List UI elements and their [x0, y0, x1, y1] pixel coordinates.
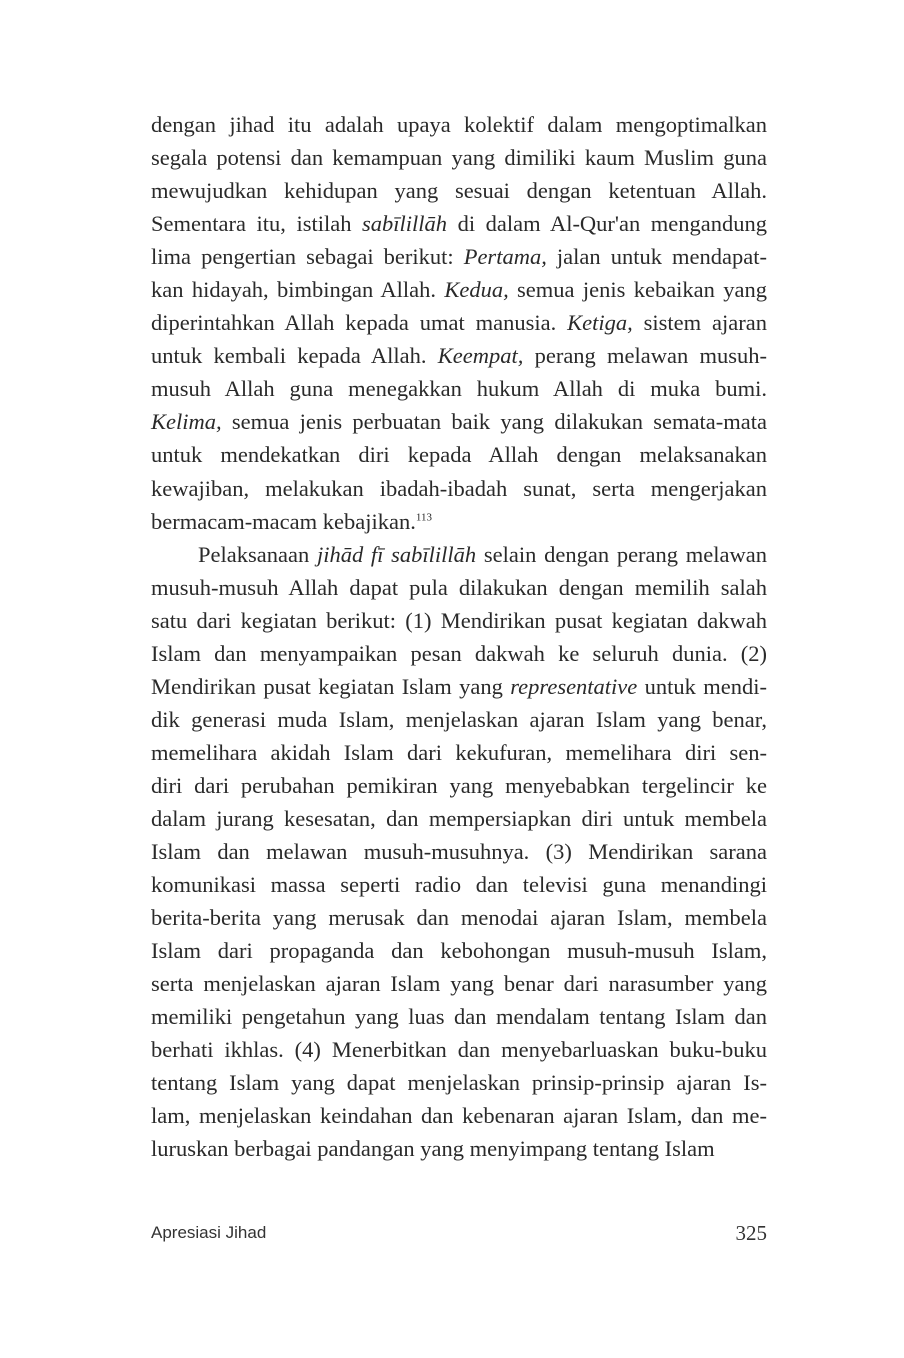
text-run: lima pengertian sebagai berikut: — [151, 244, 464, 270]
text-run: berhati ikhlas. (4) Menerbitkan dan menyebarluaskan buku-buku — [151, 1037, 767, 1063]
text-run: diperintahkan Allah kepada umat manusia. — [151, 310, 568, 336]
text-run: dengan jihad itu adalah upaya kolektif dalam mengoptimalkan — [151, 112, 767, 137]
paragraph — [151, 108, 767, 538]
text-run: mewujudkan kehidupan yang sesuai dengan ketentuan Allah. — [151, 178, 767, 204]
text-line — [151, 736, 767, 769]
page-number: 325 — [735, 1221, 767, 1245]
text-line — [151, 1099, 767, 1132]
italic-term: jihād fī sabīlillāh — [316, 541, 477, 567]
text-line — [151, 1033, 767, 1066]
italic-term: Kelima, — [151, 409, 222, 435]
text-run: segala potensi dan kemampuan yang dimiliki kaum Muslim guna — [151, 145, 767, 171]
text-line — [151, 802, 767, 835]
text-line — [151, 306, 767, 339]
text-line — [151, 670, 767, 703]
text-run: untuk mendi- — [637, 673, 768, 699]
text-run: Islam dan menyampaikan pesan dakwah ke seluruh dunia. (2) — [151, 640, 767, 666]
italic-term: Keempat, — [437, 343, 524, 369]
text-run: dik generasi muda Islam, menjelaskan ajaran Islam yang benar, — [151, 706, 767, 732]
text-line — [151, 240, 767, 273]
text-run: luruskan berbagai pandangan yang menyimpang tentang Islam — [151, 1136, 715, 1162]
text-line — [151, 868, 767, 901]
italic-term: Ketiga, — [567, 310, 633, 336]
text-run: semua jenis kebaikan yang — [508, 277, 767, 303]
text-line — [151, 1132, 767, 1165]
text-run: untuk mendekatkan diri kepada Allah dengan melaksanakan — [151, 442, 767, 468]
text-run: serta menjelaskan ajaran Islam yang benar dari narasumber yang — [151, 971, 767, 997]
text-run: semua jenis perbuatan baik yang dilakukan semata-mata — [221, 409, 767, 435]
paragraph — [151, 538, 767, 1166]
text-line — [151, 538, 767, 571]
text-line — [151, 141, 767, 174]
text-run: komunikasi massa seperti radio dan televisi guna menandingi — [151, 872, 767, 898]
text-run: kewajiban, melakukan ibadah-ibadah sunat, serta mengerjakan — [151, 475, 767, 501]
text-run: jalan untuk mendapat- — [546, 244, 767, 270]
text-run: Sementara itu, istilah — [151, 211, 363, 237]
text-run: Mendirikan pusat kegiatan Islam yang — [151, 673, 511, 699]
text-run: lam, menjelaskan keindahan dan kebenaran ajaran Islam, dan me- — [151, 1103, 767, 1129]
text-line — [151, 967, 767, 1000]
text-run: perang melawan musuh- — [523, 343, 767, 369]
text-run: selain dengan perang melawan — [476, 541, 767, 567]
text-line — [151, 637, 767, 670]
text-line — [151, 769, 767, 802]
page-footer — [151, 1219, 767, 1249]
text-run: tentang Islam yang dapat menjelaskan prinsip-prinsip ajaran Is- — [151, 1070, 767, 1096]
text-line — [151, 339, 767, 372]
text-run: bermacam-macam kebajikan. — [151, 508, 416, 534]
footnote-ref: 113 — [415, 511, 432, 524]
text-line — [151, 934, 767, 967]
text-line — [151, 207, 767, 240]
text-run: Pelaksanaan — [198, 541, 317, 567]
text-run: sistem ajaran — [632, 310, 767, 336]
text-line — [151, 372, 767, 405]
text-run: untuk kembali kepada Allah. — [151, 343, 438, 369]
text-line — [151, 108, 767, 141]
italic-term: representative — [510, 673, 638, 699]
text-line — [151, 901, 767, 934]
text-line — [151, 438, 767, 471]
italic-term: Pertama, — [463, 244, 547, 270]
text-run: Islam dan melawan musuh-musuhnya. (3) Mendirikan sarana — [151, 839, 767, 865]
text-line — [151, 571, 767, 604]
text-run: diri dari perubahan pemikiran yang menyebabkan tergelincir ke — [151, 772, 767, 798]
running-footer-title: Apresiasi Jihad — [151, 1223, 267, 1242]
text-line — [151, 273, 767, 306]
text-line — [151, 472, 767, 505]
text-run: musuh-musuh Allah dapat pula dilakukan dengan memilih salah — [151, 574, 767, 600]
text-run: kan hidayah, bimbingan Allah. — [151, 277, 445, 303]
italic-term: Kedua, — [444, 277, 509, 303]
italic-term: sabīlillāh — [362, 211, 448, 237]
text-line — [151, 1066, 767, 1099]
text-run: satu dari kegiatan berikut: (1) Mendirikan pusat kegiatan dakwah — [151, 607, 767, 633]
text-run: memiliki pengetahun yang luas dan mendalam tentang Islam dan — [151, 1004, 767, 1030]
text-run: berita-berita yang merusak dan menodai ajaran Islam, membela — [151, 905, 767, 931]
text-line — [151, 835, 767, 868]
text-line — [151, 505, 767, 538]
text-line — [151, 1000, 767, 1033]
text-run: musuh Allah guna menegakkan hukum Allah di muka bumi. — [151, 376, 767, 402]
text-line — [151, 604, 767, 637]
text-line — [151, 703, 767, 736]
text-line — [151, 405, 767, 438]
body-text — [151, 108, 767, 1166]
text-run: di dalam Al-Qur'an mengandung — [447, 211, 767, 237]
text-run: memelihara akidah Islam dari kekufuran, memelihara diri sen- — [151, 739, 767, 765]
text-line — [151, 174, 767, 207]
text-run: dalam jurang kesesatan, dan mempersiapkan diri untuk membela — [151, 805, 767, 831]
text-run: Islam dari propaganda dan kebohongan musuh-musuh Islam, — [151, 938, 767, 964]
